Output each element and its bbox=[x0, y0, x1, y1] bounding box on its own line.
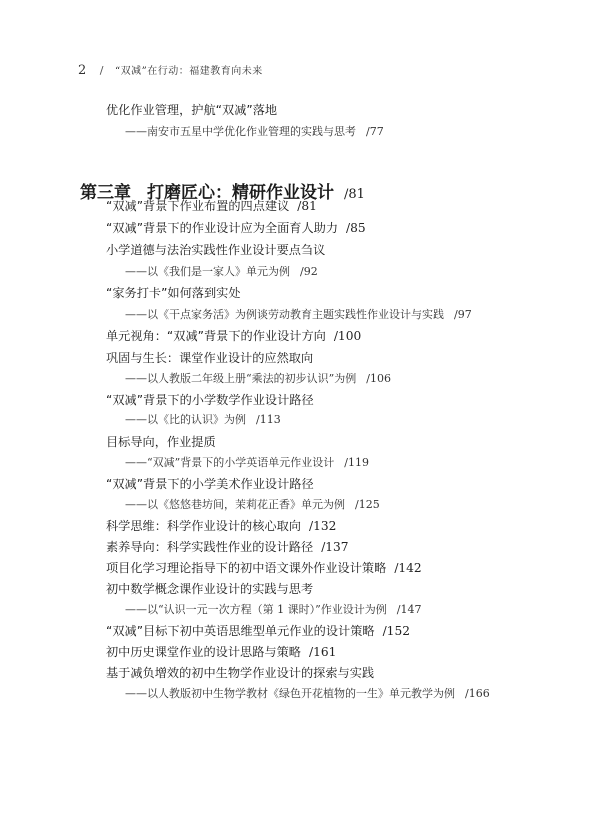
toc-subentry[interactable] bbox=[125, 264, 318, 280]
toc-entry[interactable] bbox=[106, 623, 410, 639]
toc-entry[interactable] bbox=[106, 328, 361, 344]
toc-subentry[interactable] bbox=[125, 602, 421, 618]
toc-subentry-title: ——南安市五星中学优化作业管理的实践与思考 bbox=[125, 125, 356, 138]
toc-entry[interactable] bbox=[106, 539, 349, 555]
toc-entry-title: “双减”背景下的小学美术作业设计路径 bbox=[106, 477, 314, 491]
toc-entry-page: /125 bbox=[355, 498, 380, 511]
toc-entry-page: /85 bbox=[346, 221, 366, 235]
toc-entry-title: 项目化学习理论指导下的初中语文课外作业设计策略 bbox=[106, 561, 387, 575]
toc-subentry-title: ——以《干点家务活》为例谈劳动教育主题实践性作业设计与实践 bbox=[125, 308, 444, 321]
toc-entry-page: /147 bbox=[396, 603, 422, 616]
toc-subentry-title: ——以人教版初中生物学教材《绿色开花植物的一生》单元教学为例 bbox=[125, 687, 455, 700]
toc-subentry[interactable] bbox=[125, 371, 391, 387]
toc-entry[interactable] bbox=[106, 392, 322, 408]
book-title: “双减”在行动：福建教育向未来 bbox=[115, 66, 263, 77]
toc-entry[interactable] bbox=[106, 644, 336, 660]
toc-subentry-title: ——“双减”背景下的小学英语单元作业设计 bbox=[125, 456, 335, 469]
toc-entry-page: /142 bbox=[394, 561, 422, 575]
toc-entry-title: 巩固与生长：课堂作业设计的应然取向 bbox=[106, 351, 314, 365]
toc-subentry[interactable] bbox=[125, 497, 380, 513]
chapter-page: /81 bbox=[344, 187, 365, 202]
toc-entry-title: “双减”背景下作业布置的四点建议 bbox=[106, 199, 290, 213]
toc-subentry[interactable] bbox=[125, 307, 472, 323]
toc-entry-title: “家务打卡”如何落到实处 bbox=[106, 286, 241, 300]
page-number: 2 bbox=[78, 63, 87, 78]
toc-entry-page: /100 bbox=[333, 329, 362, 343]
toc-subentry-title: ——以《悠悠巷坊间，茉莉花正香》单元为例 bbox=[125, 498, 345, 511]
toc-entry-page: /92 bbox=[300, 265, 318, 278]
toc-entry[interactable] bbox=[106, 220, 366, 236]
toc-entry-title: “双减”背景下的作业设计应为全面育人助力 bbox=[106, 221, 339, 235]
toc-entry[interactable] bbox=[106, 242, 333, 258]
toc-subentry[interactable] bbox=[125, 412, 281, 428]
toc-entry-page: /97 bbox=[454, 308, 472, 321]
toc-entry-page: /166 bbox=[465, 687, 490, 700]
toc-entry[interactable] bbox=[106, 350, 321, 366]
toc-subentry[interactable] bbox=[125, 455, 369, 471]
toc-subentry-title: ——以《比的认识》为例 bbox=[125, 413, 246, 426]
toc-entry[interactable] bbox=[106, 518, 336, 534]
toc-entry-title: 初中历史课堂作业的设计思路与策略 bbox=[106, 645, 301, 659]
toc-entry[interactable] bbox=[106, 560, 422, 576]
toc-entry-title: 素养导向：科学实践性作业的设计路径 bbox=[106, 540, 314, 554]
toc-entry-page: /113 bbox=[256, 413, 281, 426]
toc-entry[interactable] bbox=[106, 285, 249, 301]
chapter-number: 第三章 bbox=[80, 183, 131, 203]
toc-entry-page: /119 bbox=[344, 456, 369, 469]
toc-entry-title: “双减”背景下的小学数学作业设计路径 bbox=[106, 393, 314, 407]
header-separator: / bbox=[99, 64, 104, 77]
toc-entry[interactable] bbox=[106, 665, 382, 681]
toc-entry-title: 小学道德与法治实践性作业设计要点刍议 bbox=[106, 243, 326, 257]
toc-entry[interactable] bbox=[106, 476, 322, 492]
toc-entry-page: /161 bbox=[309, 645, 337, 659]
toc-entry[interactable] bbox=[106, 581, 321, 597]
toc-entry-page: /152 bbox=[382, 624, 410, 638]
toc-entry-title: 初中数学概念课作业设计的实践与思考 bbox=[106, 582, 314, 596]
toc-entry-title: 单元视角：“双减”背景下的作业设计方向 bbox=[106, 329, 326, 343]
toc-entry-title: 科学思维：科学作业设计的核心取向 bbox=[106, 519, 301, 533]
toc-entry[interactable] bbox=[106, 102, 285, 118]
toc-entry-page: /81 bbox=[297, 199, 317, 213]
toc-entry-title: 基于减负增效的初中生物学作业设计的探索与实践 bbox=[106, 666, 375, 680]
running-header bbox=[78, 62, 263, 78]
toc-entry[interactable] bbox=[106, 434, 224, 450]
toc-entry-page: /132 bbox=[309, 519, 337, 533]
toc-entry-title: “双减”目标下初中英语思维型单元作业的设计策略 bbox=[106, 624, 375, 638]
toc-entry-page: /106 bbox=[366, 372, 391, 385]
toc-entry-page: /137 bbox=[321, 540, 349, 554]
toc-subentry[interactable] bbox=[125, 124, 384, 140]
toc-subentry-title: ——以《我们是一家人》单元为例 bbox=[125, 265, 290, 278]
toc-entry-page: /77 bbox=[366, 125, 384, 138]
toc-entry[interactable] bbox=[106, 198, 317, 214]
toc-subentry[interactable] bbox=[125, 686, 490, 702]
chapter-title: 打磨匠心：精研作业设计 bbox=[147, 183, 334, 203]
toc-entry-title: 目标导向，作业提质 bbox=[106, 435, 216, 449]
toc-entry-title: 优化作业管理，护航“双减”落地 bbox=[106, 103, 278, 117]
toc-subentry-title: ——以“认识一元一次方程（第 1 课时）”作业设计为例 bbox=[125, 603, 387, 616]
toc-subentry-title: ——以人教版二年级上册“乘法的初步认识”为例 bbox=[125, 372, 357, 385]
